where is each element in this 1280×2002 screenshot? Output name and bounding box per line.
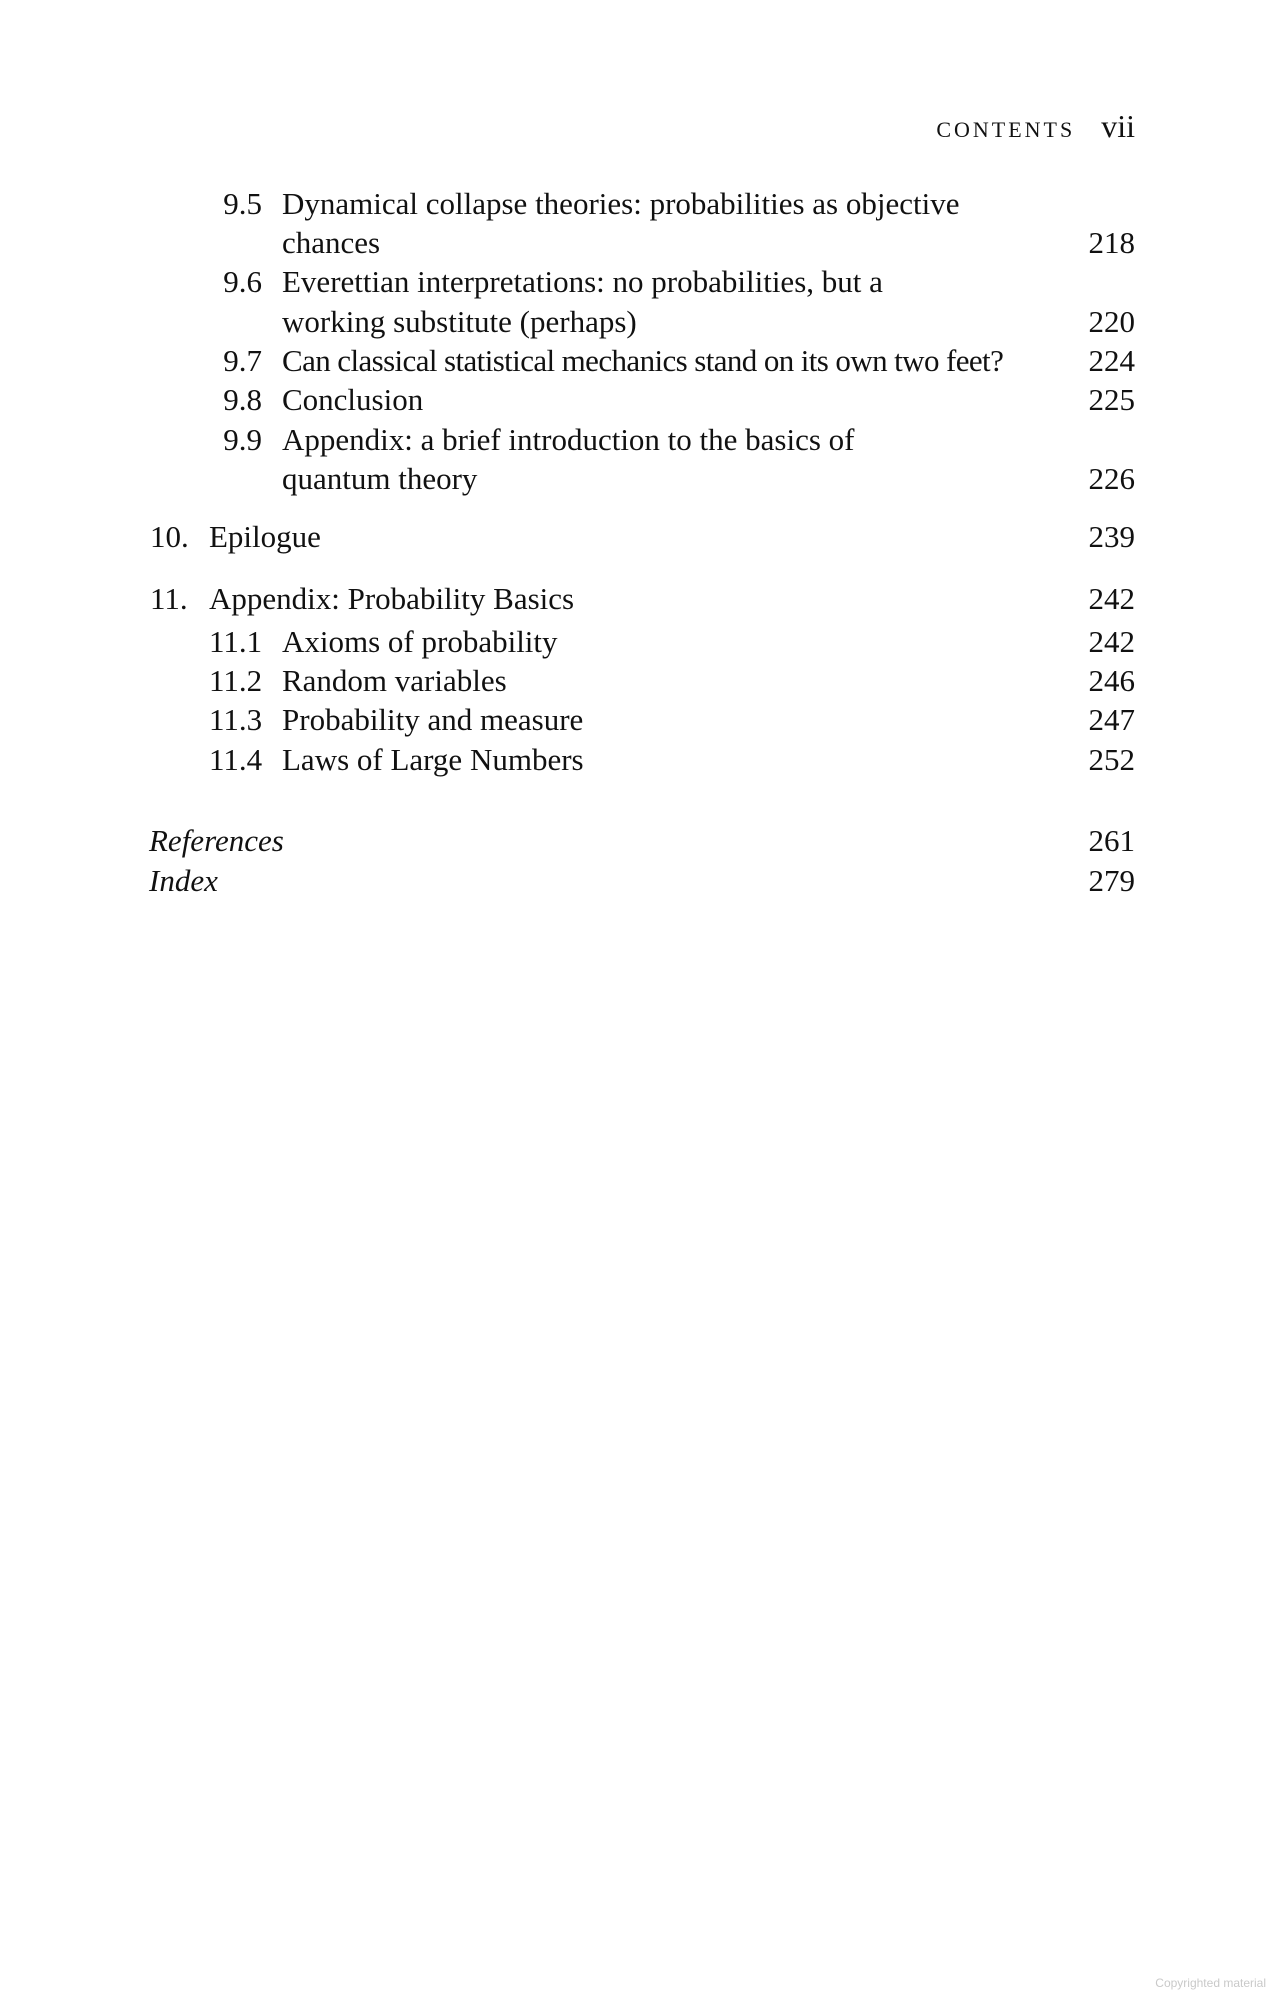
section-page-number: 247 [1088,702,1135,737]
section-page-number: 226 [1088,461,1135,496]
section-number: 9.8 [223,382,262,417]
section-title: Can classical statistical mechanics stand on its own two feet? [282,343,1004,378]
chapter-number: 10. [150,519,189,554]
chapter-page-number: 242 [1088,581,1135,616]
running-head-page-number: vii [1101,108,1135,144]
section-number: 11.1 [209,624,263,659]
section-title: Random variables [282,663,507,698]
section-title: Probability and measure [282,702,584,737]
back-matter-page-number: 279 [1088,863,1135,898]
section-title: Everettian interpretations: no probabilities, but a [282,264,883,299]
chapter-page-number: 239 [1088,519,1135,554]
section-title: Laws of Large Numbers [282,742,584,777]
section-number: 11.2 [209,663,263,698]
back-matter-title: References [149,823,284,858]
section-number: 9.9 [223,422,262,457]
section-number: 11.4 [209,742,263,777]
section-title: Conclusion [282,382,424,417]
section-title: Dynamical collapse theories: probabilities as objective [282,186,960,221]
section-page-number: 218 [1088,225,1135,260]
section-page-number: 252 [1088,742,1135,777]
section-number: 9.5 [223,186,262,221]
section-number: 11.3 [209,702,263,737]
running-head-label: CONTENTS [936,117,1076,142]
back-matter-page-number: 261 [1088,823,1135,858]
section-title-continued: chances [282,225,381,260]
chapter-number: 11. [150,581,188,616]
section-page-number: 224 [1088,343,1135,378]
section-number: 9.6 [223,264,262,299]
section-title-continued: quantum theory [282,461,478,496]
section-page-number: 246 [1088,663,1135,698]
section-number: 9.7 [223,343,262,378]
chapter-title: Epilogue [209,519,321,554]
section-page-number: 242 [1088,624,1135,659]
running-head [936,108,1135,145]
section-title: Appendix: a brief introduction to the basics of [282,422,855,457]
section-title: Axioms of probability [282,624,558,659]
chapter-title: Appendix: Probability Basics [209,581,575,616]
copyright-watermark: Copyrighted material [1155,1976,1266,1990]
section-page-number: 220 [1088,304,1135,339]
back-matter-title: Index [149,863,218,898]
section-page-number: 225 [1088,382,1135,417]
section-title-continued: working substitute (perhaps) [282,304,637,339]
